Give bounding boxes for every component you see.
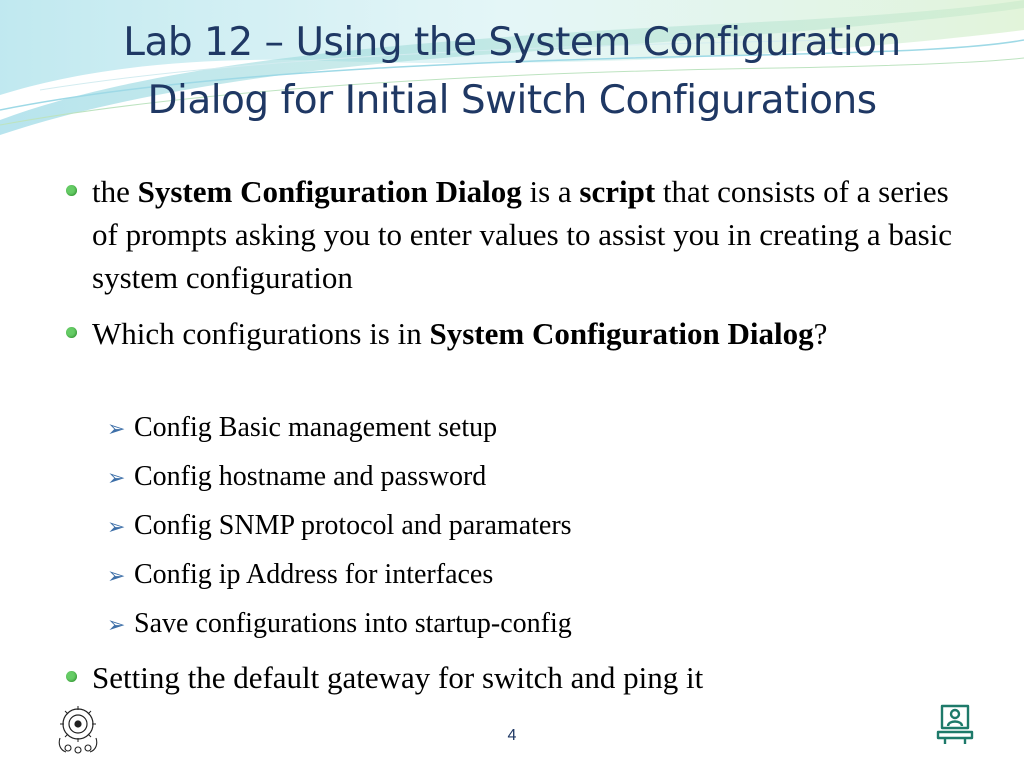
sub-item-text: Config hostname and password <box>134 461 487 492</box>
sub-item <box>107 557 954 593</box>
bullet-text: the <box>92 174 138 209</box>
sub-item <box>107 459 954 495</box>
title-line-2: Dialog for Initial Switch Configurations <box>147 78 877 123</box>
bullet-text: Setting the default gateway for switch and ping it <box>92 660 704 695</box>
sub-item-text: Config Basic management setup <box>134 412 498 443</box>
title-line-1: Lab 12 – Using the System Configuration <box>123 20 901 65</box>
sub-item-text: Config SNMP protocol and paramaters <box>134 510 572 541</box>
green-dot-icon <box>66 327 77 338</box>
bullet-text: Which configurations is in <box>92 316 430 351</box>
bullet-which-configurations <box>92 312 872 355</box>
green-dot-icon <box>66 671 77 682</box>
bullet-bold-term: System Configuration Dialog <box>137 174 522 209</box>
page-number: 4 <box>507 727 517 744</box>
bullet-text: that consists of a series of prompts asking you to enter values to assist you in creating a basic system configuration <box>92 174 953 295</box>
bullet-text: is a <box>521 174 580 209</box>
arrow-bullet-icon: ➢ <box>107 613 126 638</box>
bullet-bold-term: script <box>579 174 656 209</box>
bullet-bold-term: System Configuration Dialog <box>429 316 814 351</box>
green-dot-icon <box>66 185 77 196</box>
arrow-bullet-icon: ➢ <box>107 417 126 442</box>
bullet-text: ? <box>813 316 828 351</box>
computer-user-icon <box>935 702 977 746</box>
sub-item-text: Save configurations into startup-config <box>134 608 572 639</box>
bullet-default-gateway <box>92 656 972 699</box>
sub-item <box>107 606 954 642</box>
sub-item-text: Config ip Address for interfaces <box>134 559 494 590</box>
arrow-bullet-icon: ➢ <box>107 564 126 589</box>
bullet-system-config-dialog <box>92 170 972 299</box>
arrow-bullet-icon: ➢ <box>107 515 126 540</box>
arrow-bullet-icon: ➢ <box>107 466 126 491</box>
sub-item <box>107 508 954 544</box>
sub-item <box>107 410 954 446</box>
